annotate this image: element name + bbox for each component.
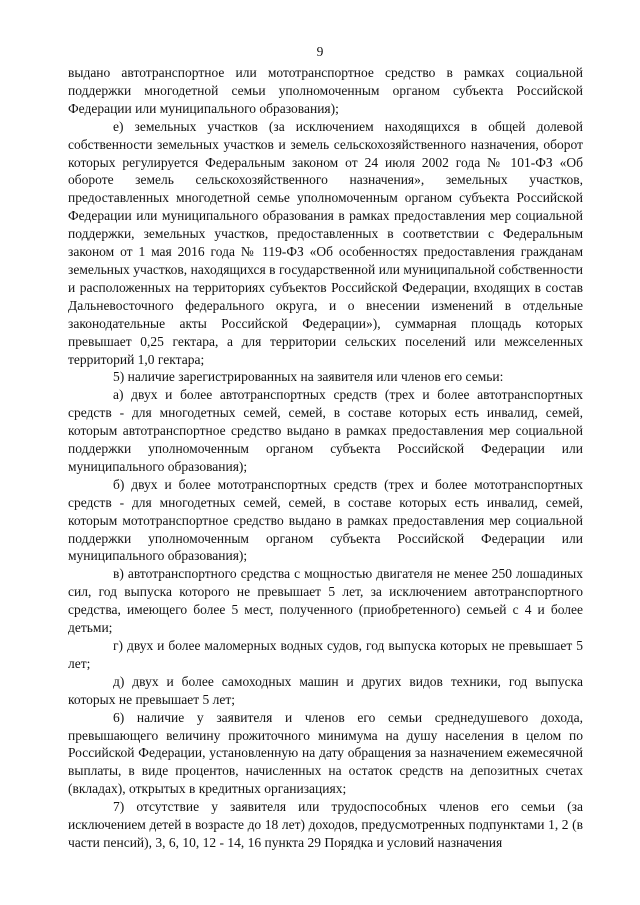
paragraph-item-5-registered-vehicles: 5) наличие зарегистрированных на заявителя или членов его семьи:	[113, 369, 504, 385]
paragraph-item-v-powerful-vehicle: в) автотранспортного средства с мощностью двигателя не менее 250 лошадиных сил, год выпуска которого не превышает 5 лет, за исключением автотранспортного средства, имеющего более 5 мест, полученного (приобретенного) семьей с 4 и более детьми;	[68, 566, 583, 636]
paragraph-item-b-motorcycles: б) двух и более мототранспортных средств (трех и более мототранспортных средств - для многодетных семей, семей, в составе которых есть инвалид, семей, которым мототранспортное средство выдано в рамках предоставления мер социальной поддержки уполномоченным органом субъекта Российской Федерации или муниципального образования);	[68, 476, 583, 564]
page-number: 9	[316, 44, 324, 59]
paragraph-item-a-motor-vehicles: а) двух и более автотранспортных средств (трех и более автотранспортных средств - для многодетных семей, семей, в составе которых есть инвалид, семей, которым автотранспортное средство выдано в рамках предоставления мер социальной поддержки уполномоченным органом субъекта Российской Федерации или муниципального образования);	[68, 387, 583, 474]
paragraph-item-6-deposit-income: 6) наличие у заявителя и членов его семьи среднедушевого дохода, превышающего величину прожиточного минимума на душу населения в целом по Российской Федерации, установленную на дату обращения за назначением ежемесячной выплаты, в виде процентов, начисленных на остаток средств на депозитных счетах (вкладах), открытых в кредитных организациях;	[68, 709, 583, 797]
document-body	[68, 64, 583, 852]
paragraph-continuation: выдано автотранспортное или мототранспортное средство в рамках социальной поддержки многодетной семьи уполномоченным органом субъекта Российской Федерации или муниципального образования);	[68, 65, 583, 116]
paragraph-item-7-no-income: 7) отсутствие у заявителя или трудоспособных членов его семьи (за исключением детей в возрасте до 18 лет) доходов, предусмотренных подпунктами 1, 2 (в части пенсий), 3, 6, 10, 12 - 14, 16 пункта 29 Порядка и условий назначения	[68, 799, 583, 850]
paragraph-item-e-land-plots: е) земельных участков (за исключением находящихся в общей долевой собственности земельных участков и земель сельскохозяйственного назначения, оборот которых регулируется Федеральным законом от 24 июля 2002 года № 101-ФЗ «Об обороте земель сельскохозяйственного назначения», земельных участков, предоставленных многодетной семье уполномоченным органом субъекта Российской Федерации или муниципального образования в рамках предоставления мер социальной поддержки, земельных участков, предоставленных в соответствии с Федеральным законом от 1 мая 2016 года № 119-ФЗ «Об особенностях предоставления гражданам земельных участков, находящихся в государственной или муниципальной собственности и расположенных на территориях субъектов Российской Федерации, входящих в состав Дальневосточного федерального округа, и о внесении изменений в отдельные законодательные акты Российской Федерации»), суммарная площадь которых превышает 0,25 гектара, а для территории сельских поселений или межселенных территорий 1,0 гектара;	[68, 118, 583, 367]
paragraph-item-d-self-propelled-machines: д) двух и более самоходных машин и других видов техники, год выпуска которых не превышает 5 лет;	[68, 673, 583, 707]
paragraph-item-g-small-vessels: г) двух и более маломерных водных судов, год выпуска которых не превышает 5 лет;	[68, 638, 583, 671]
